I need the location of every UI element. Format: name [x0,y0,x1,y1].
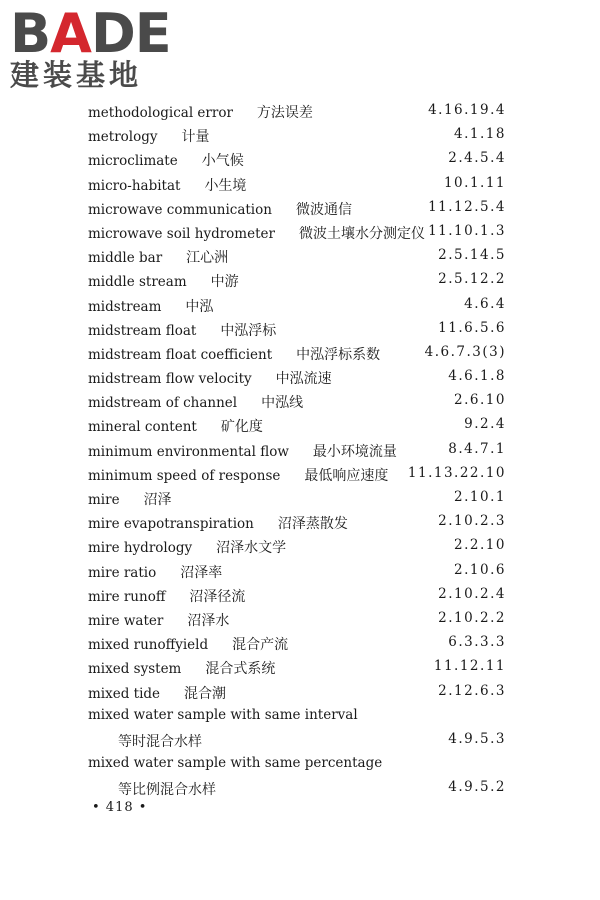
entry-section-number: 4.9.5.3 [448,730,506,747]
glossary-entry [0,680,600,704]
page-number: • 418 • [92,800,148,815]
glossary-entry-list [0,99,600,800]
entry-english: mineral content [88,419,197,436]
entry-term [88,441,397,461]
entry-chinese: 沼泽径流 [189,588,246,605]
glossary-entry [0,607,600,631]
entry-section-number: 11.12.11 [433,658,506,675]
glossary-entry [0,220,600,244]
entry-chinese: 中泓浮标 [220,322,277,339]
entry-english: midstream of channel [88,395,238,412]
entry-chinese: 混合式系统 [205,661,276,678]
entry-chinese: 沼泽水文学 [216,540,287,557]
entry-english: mire evapotranspiration [88,516,254,533]
glossary-entry [0,583,600,607]
entry-section-number: 2.4.5.4 [448,150,506,167]
entry-english: midstream float [88,322,197,339]
glossary-entry [0,728,600,752]
entry-section-number: 2.5.14.5 [438,247,506,264]
entry-chinese: 沼泽蒸散发 [277,516,348,533]
entry-term [88,271,239,291]
entry-english: methodological error [88,105,233,121]
entry-chinese: 沼泽水 [187,612,230,629]
entry-term [88,247,228,267]
entry-section-number: 8.4.7.1 [448,440,506,457]
entry-term [88,175,246,195]
entry-english: microwave communication [88,201,272,218]
entry-section-number: 4.16.19.4 [428,102,506,118]
entry-section-number: 2.10.1 [454,489,506,505]
entry-chinese: 最小环境流量 [312,443,397,460]
entry-english: midstream flow velocity [88,371,252,388]
entry-section-number: 2.10.2.4 [438,585,506,602]
glossary-entry [0,752,600,776]
glossary-entry [0,510,600,534]
entry-term [88,562,222,582]
glossary-entry [0,123,600,147]
entry-section-number: 10.1.11 [443,174,506,191]
entry-chinese: 中游 [210,274,239,291]
entry-term [88,344,380,364]
publisher-logo [10,2,180,92]
glossary-entry [0,196,600,220]
glossary-entry [0,99,600,123]
entry-english: mixed water sample with same interval [88,706,358,723]
entry-term [88,465,388,485]
glossary-entry [0,559,600,583]
glossary-entry [0,172,600,196]
glossary-entry [0,631,600,655]
entry-section-number: 4.6.4 [464,295,506,312]
entry-english: middle bar [88,250,163,267]
entry-term [88,296,213,316]
glossary-entry [0,268,600,292]
glossary-entry [0,776,600,800]
entry-english: minimum environmental flow [88,443,289,460]
entry-english: mixed system [88,661,182,678]
entry-chinese: 中泓浮标系数 [296,346,381,363]
glossary-entry [0,486,600,510]
entry-term [88,755,406,771]
entry-english: metrology [88,129,158,146]
entry-chinese: 沼泽 [143,492,172,508]
entry-term [88,150,244,170]
entry-section-number: 2.10.2.3 [438,513,506,530]
entry-english: midstream [88,298,162,315]
entry-term [88,102,313,122]
glossary-entry [0,655,600,679]
entry-chinese: 中泓线 [261,395,304,412]
entry-section-number: 9.2.4 [464,416,506,433]
entry-term [88,610,229,630]
entry-term [118,731,202,751]
entry-english: mire water [88,612,164,629]
entry-english: microwave soil hydrometer [88,225,275,242]
entry-term [88,658,275,678]
glossary-entry [0,438,600,462]
entry-chinese: 江心洲 [186,250,229,267]
entry-term [88,199,352,219]
glossary-entry [0,534,600,558]
glossary-entry [0,365,600,389]
entry-english: mire runoff [88,588,166,605]
entry-chinese: 方法误差 [256,105,313,121]
entry-english: mixed runoffyield [88,637,209,654]
entry-english: mire [88,492,120,508]
entry-english: mixed water sample with same percentage [88,755,383,772]
entry-term [88,707,382,723]
entry-term [88,586,245,606]
entry-term [88,634,288,654]
entry-chinese: 中泓 [185,298,214,315]
entry-chinese: 中泓流速 [275,371,332,388]
glossary-entry [0,413,600,437]
entry-section-number: 2.10.6 [454,561,506,578]
entry-chinese: 小气候 [201,153,244,170]
entry-section-number: 2.6.10 [454,392,506,409]
entry-term [88,513,348,533]
entry-term [88,489,172,509]
entry-section-number: 4.9.5.2 [448,779,506,796]
entry-term [88,416,263,436]
entry-section-number: 11.10.1.3 [428,222,506,239]
entry-english: midstream float coefficient [88,346,273,363]
glossary-entry [0,389,600,413]
entry-section-number: 2.12.6.3 [438,682,506,699]
entry-chinese: 矿化度 [220,419,263,436]
entry-section-number: 2.10.2.2 [438,609,506,626]
entry-chinese: 计量 [181,129,210,146]
entry-term [88,368,332,388]
entry-term [88,392,303,412]
entry-term [88,683,226,703]
entry-section-number: 2.2.10 [454,537,506,554]
entry-english: middle stream [88,274,187,291]
entry-chinese: 等比例混合水样 [118,782,216,799]
glossary-entry [0,147,600,171]
entry-chinese: 沼泽率 [180,564,223,581]
logo-subtitle: 建装基地 [10,58,143,92]
entry-section-number: 11.12.5.4 [428,198,506,215]
entry-section-number: 11.13.22.10 [407,464,506,481]
glossary-entry [0,704,600,728]
glossary-entry [0,244,600,268]
entry-term [88,537,286,557]
entry-section-number: 6.3.3.3 [448,634,506,651]
entry-chinese: 微波通信 [295,201,352,218]
entry-chinese: 小生境 [204,177,247,194]
entry-chinese: 最低响应速度 [304,467,389,484]
entry-chinese: 微波土壤水分测定仪 [298,225,425,242]
entry-chinese: 等时混合水样 [118,733,202,750]
entry-term [88,223,425,243]
entry-english: mire hydrology [88,540,193,557]
logo-wordmark: BADE [10,2,171,65]
entry-section-number: 4.6.1.8 [448,368,506,385]
entry-english: mire ratio [88,564,157,581]
glossary-entry [0,317,600,341]
entry-term [118,779,216,799]
entry-section-number: 4.6.7.3(3) [424,343,506,360]
glossary-entry [0,293,600,317]
entry-chinese: 混合潮 [184,685,227,702]
glossary-entry [0,341,600,365]
entry-term [88,126,210,146]
entry-english: micro-habitat [88,177,181,194]
entry-term [88,320,276,340]
entry-english: minimum speed of response [88,467,281,484]
entry-english: microclimate [88,153,178,170]
entry-chinese: 混合产流 [232,637,289,654]
entry-section-number: 4.1.18 [454,126,506,143]
entry-english: mixed tide [88,685,161,702]
entry-section-number: 2.5.12.2 [438,271,506,288]
entry-section-number: 11.6.5.6 [438,319,506,336]
glossary-entry [0,462,600,486]
